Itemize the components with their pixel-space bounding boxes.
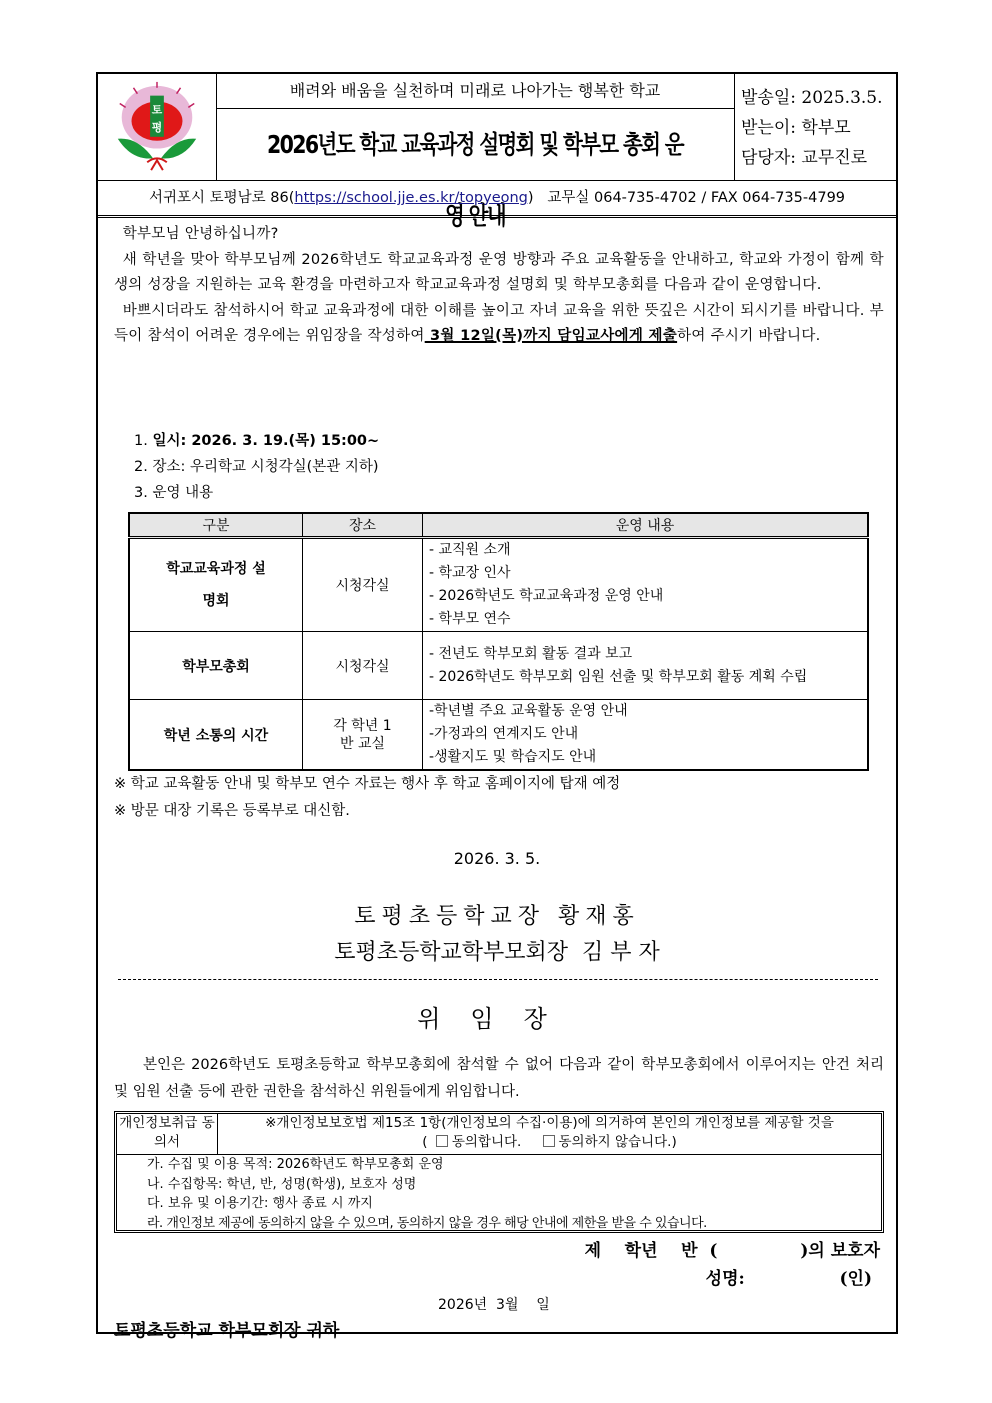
- place-text: 각 학년 1반 교실: [333, 717, 392, 752]
- row-place: 시청각실: [303, 538, 423, 632]
- guardian-line[interactable]: 제 학년 반 ( )의 보호자: [584, 1241, 880, 1261]
- address-prefix: 서귀포시 토평남로 86(: [148, 190, 295, 206]
- document-title: 2026년도 학교 교육과정 설명회 및 학부모 총회 운영 안내: [267, 130, 683, 230]
- recipient: 받는이: 학부모: [741, 118, 851, 138]
- table-row: [129, 632, 868, 700]
- paragraph-1: 새 학년을 맞아 학부모님께 2026학년도 학교교육과정 운영 방향과 주요 교육활동을 안내하고, 학교와 가정이 함께 학생의 성장을 지원하는 교육 환경을 마련하고자 학교교육과정 설명회 및 학부모총회를 다음과 같이 운영합니다.: [114, 251, 884, 293]
- event-details: [134, 428, 379, 506]
- contact-person: 담당자: 교무진로: [741, 148, 868, 168]
- signatures: [98, 899, 896, 971]
- address-bar: [98, 181, 896, 218]
- svg-text:평: 평: [151, 120, 163, 134]
- row-place: [303, 700, 423, 771]
- disagree-checkbox[interactable]: [543, 1135, 555, 1147]
- delegation-body: 본인은 2026학년도 토평초등학교 학부모총회에 참석할 수 없어 다음과 같이 학부모총회에서 이루어지는 안건 처리 및 임원 선출 등에 관한 권한을 참석하신 위원들에게 위임합니다.: [114, 1057, 884, 1100]
- school-emblem-icon: [98, 74, 217, 180]
- item-program: [134, 480, 379, 506]
- row-content: [423, 700, 869, 771]
- content-line: - 전년도 학부모회 활동 결과 보고: [429, 645, 633, 662]
- content-line: - 학부모 연수: [429, 611, 511, 627]
- greeting: 학부모님 안녕하십니까?: [122, 226, 279, 242]
- program-table: [128, 512, 869, 771]
- content-line: - 학교장 인사: [429, 565, 511, 581]
- consent-details: [117, 1155, 707, 1233]
- row-content: [423, 632, 869, 700]
- content-line: -학년별 주요 교육활동 운영 안내: [429, 703, 628, 719]
- agree-checkbox[interactable]: [436, 1135, 448, 1147]
- row-category: 학년 소통의 시간: [129, 700, 303, 771]
- col-category: 구분: [129, 513, 303, 538]
- item-datetime: [134, 428, 379, 454]
- item-location: [134, 454, 379, 480]
- school-website-link[interactable]: https://school.jje.es.kr/topyeong: [294, 190, 528, 206]
- paragraph-2-start: 바쁘시더라도 참석하시어 학교 교육과정에 대한 이해를 높이고 자녀 교육을 위한 뜻깊은 시간이 되시기를 바랍니다. 부득이 참석이 어려운 경우에는 위임장을 작성하여: [114, 302, 884, 344]
- privacy-consent-box: [114, 1111, 884, 1233]
- consent-label: 개인정보취급 동의서: [117, 1114, 218, 1155]
- signing-date[interactable]: 2026년 3월 일: [438, 1297, 550, 1313]
- table-row: [129, 538, 868, 632]
- header-meta: [735, 74, 896, 180]
- deadline-emphasis: 3월 12일(목)까지 담임교사에게 제출: [424, 328, 678, 344]
- consent-law-text: ※개인정보보호법 제15조 1항(개인정보의 수집·이용)에 의거하여 본인의 개인정보를 제공할 것을: [265, 1115, 834, 1131]
- consent-law: [218, 1114, 881, 1155]
- name-line[interactable]: 성명: (인): [705, 1269, 872, 1289]
- content-line: -생활지도 및 학습지도 안내: [429, 749, 597, 765]
- letter-body: [114, 222, 884, 350]
- item-number: 3.: [134, 485, 153, 501]
- delegation-title: 위임장: [417, 1005, 577, 1033]
- row-content: [423, 538, 869, 632]
- item-number: 2.: [134, 459, 153, 475]
- col-place: 장소: [303, 513, 423, 538]
- item-number: 1.: [134, 433, 153, 449]
- principal-signature: 토평초등학교장 황재홍: [354, 904, 640, 929]
- addressee: 토평초등학교 학부모회장 귀하: [114, 1321, 340, 1341]
- paragraph-2: [114, 299, 884, 350]
- agree-label: 동의합니다.: [451, 1134, 522, 1150]
- send-date: 발송일: 2025.3.5.: [741, 88, 883, 108]
- consent-options: ( 동의합니다. 동의하지 않습니다.): [422, 1134, 677, 1150]
- table-row: [129, 700, 868, 771]
- item-text: 장소: 우리학교 시청각실(본관 지하): [152, 459, 379, 475]
- notes: [114, 771, 620, 825]
- cut-line: [118, 979, 878, 980]
- disagree-label: 동의하지 않습니다.: [558, 1134, 672, 1150]
- content-line: -가정과의 연계지도 안내: [429, 726, 579, 742]
- school-slogan: 배려와 배움을 실천하며 미래로 나아가는 행복한 학교: [216, 74, 734, 109]
- detail-item: 나. 수집항목: 학년, 반, 성명(학생), 보호자 성명: [147, 1176, 417, 1192]
- svg-text:토: 토: [151, 103, 163, 117]
- col-content: 운영 내용: [423, 513, 869, 538]
- pta-chair-signature: 토평초등학교학부모회장 김 부 자: [334, 940, 660, 965]
- row-place: 시청각실: [303, 632, 423, 700]
- note-item: ※ 방문 대장 기록은 등록부로 대신함.: [114, 803, 350, 819]
- content-line: - 교직원 소개: [429, 542, 511, 558]
- detail-item: 가. 수집 및 이용 목적: 2026학년도 학부모총회 운영: [147, 1157, 444, 1172]
- category-text: 학교교육과정 설명회: [166, 561, 266, 609]
- item-text: 운영 내용: [152, 485, 214, 501]
- row-category: [129, 538, 303, 632]
- detail-item: 라. 개인정보 제공에 동의하지 않을 수 있으며, 동의하지 않을 경우 해당 안내에 제한을 받을 수 있습니다.: [147, 1215, 707, 1231]
- paragraph-2-end: 하여 주시기 바랍니다.: [677, 328, 821, 344]
- issue-date: 2026. 3. 5.: [453, 849, 541, 868]
- content-line: - 2026학년도 학부모회 임원 선출 및 학부모회 활동 계획 수립: [429, 668, 808, 685]
- item-text: 일시: 2026. 3. 19.(목) 15:00~: [152, 433, 380, 449]
- content-line: - 2026학년도 학교교육과정 운영 안내: [429, 588, 664, 604]
- address-suffix: ) 교무실 064-735-4702 / FAX 064-735-4799: [527, 190, 846, 206]
- detail-item: 다. 보유 및 이용기간: 행사 종료 시 까지: [147, 1196, 373, 1211]
- table-header-row: [129, 513, 868, 538]
- note-item: ※ 학교 교육활동 안내 및 학부모 연수 자료는 행사 후 학교 홈페이지에 탑재 예정: [114, 776, 621, 792]
- document-page: [96, 72, 898, 1341]
- row-category: 학부모총회: [129, 632, 303, 700]
